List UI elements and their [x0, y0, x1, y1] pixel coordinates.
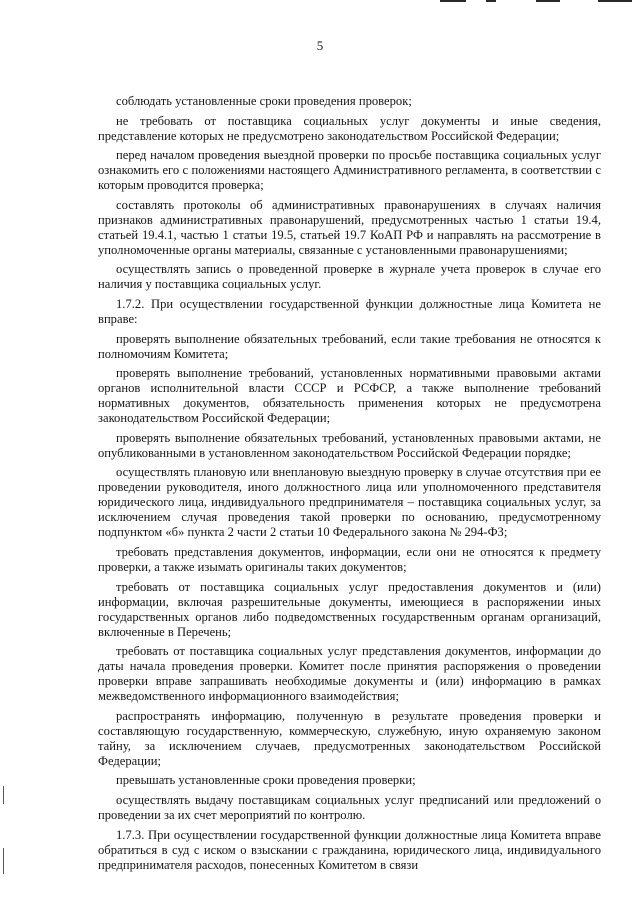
page-number: 5 — [316, 38, 324, 53]
paragraph: распространять информацию, полученную в результате проведения проверки и составляющую государственную, коммерческую, служебную, иную охраняемую законом тайну, за исключением случаев, предусмотренных законодательством Российской Федерации; — [98, 708, 601, 768]
scan-mark — [440, 0, 466, 2]
scan-mark — [598, 0, 632, 2]
paragraph: требовать от поставщика социальных услуг представления документов, информации до даты начала проведения проверки. Комитет после принятия распоряжения о проведении проверки вправе запрашивать необходимые документы и (или) информацию в рамках межведомственного информационного взаимодействия; — [98, 644, 601, 704]
paragraph: осуществлять запись о проведенной проверке в журнале учета проверок в случае его наличия у поставщика социальных услуг. — [98, 262, 601, 292]
paragraph: проверять выполнение требований, установленных нормативными правовыми актами органов исполнительной власти СССР и РСФСР, а также выполнение требований нормативных документов, обязательность применения которых не предусмотрена законодательством Российской Федерации; — [98, 366, 601, 426]
scan-mark — [536, 0, 560, 2]
paragraph: перед началом проведения выездной проверки по просьбе поставщика социальных услуг ознакомить его с положениями настоящего Административного регламента, в соответствии с которым проводится проверка; — [98, 148, 601, 193]
paragraph: проверять выполнение обязательных требований, установленных правовыми актами, не опубликованными в установленном законодательством Российской Федерации порядке; — [98, 430, 601, 460]
document-body — [98, 94, 601, 877]
paragraph: соблюдать установленные сроки проведения проверок; — [116, 94, 412, 108]
paragraph: осуществлять выдачу поставщикам социальных услуг предписаний или предложений о проведении за их счет мероприятий по контролю. — [98, 792, 601, 822]
paragraph: превышать установленные сроки проведения проверки; — [116, 773, 416, 788]
scan-mark — [3, 786, 4, 804]
section-heading: 1.7.2. При осуществлении государственной функции должностные лица Комитета не вправе: — [98, 296, 601, 326]
paragraph: осуществлять плановую или внеплановую выездную проверку в случае отсутствия при ее проведении руководителя, иного должностного лица или уполномоченного представителя юридического лица, индивидуального предпринимателя – поставщика социальных услуг, за исключением случая проведения такой проверки по основанию, предусмотренному подпунктом «б» пункта 2 части 2 статьи 10 Федерального закона № 294-ФЗ; — [98, 465, 601, 540]
scan-mark — [3, 848, 4, 874]
paragraph: проверять выполнение обязательных требований, если такие требования не относятся к полномочиям Комитета; — [98, 331, 601, 361]
paragraph: составлять протоколы об административных правонарушениях в случаях наличия признаков административных правонарушений, предусмотренных частью 1 статьи 19.4, статьей 19.4.1, частью 1 статьи 19.5, статьей 19.7 КоАП РФ и направлять на рассмотрение в уполномоченные органы материалы, связанные с установленными правонарушениями; — [98, 197, 601, 257]
section-heading: 1.7.3. При осуществлении государственной функции должностные лица Комитета вправе обратиться в суд с иском о взыскании с гражданина, юридического лица, индивидуального предпринимателя расходов, понесенных Комитетом в связи — [98, 827, 601, 872]
paragraph: требовать от поставщика социальных услуг предоставления документов и (или) информации, включая разрешительные документы, имеющиеся в распоряжении иных государственных органов либо подведомственных государственным органам организаций, включенные в Перечень; — [98, 579, 601, 639]
paragraph: не требовать от поставщика социальных услуг документы и иные сведения, представление которых не предусмотрено законодательством Российской Федерации; — [98, 113, 601, 143]
paragraph: требовать представления документов, информации, если они не относятся к предмету проверки, а также изымать оригиналы таких документов; — [98, 544, 601, 574]
scan-mark — [486, 0, 496, 2]
